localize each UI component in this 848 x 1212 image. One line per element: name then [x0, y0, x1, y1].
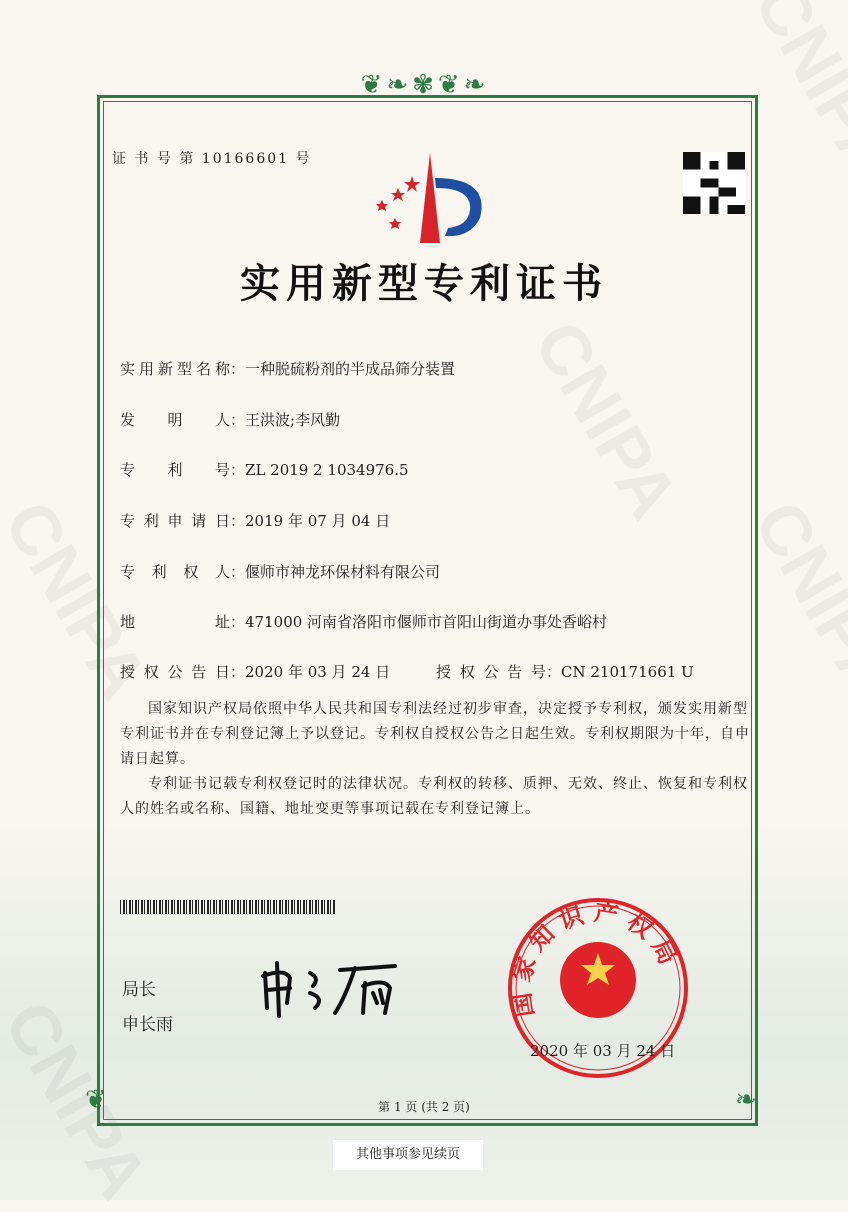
certificate-title: 实用新型专利证书: [240, 260, 608, 307]
qr-code: [683, 152, 745, 214]
certificate-statement: [120, 697, 750, 822]
see-continuation-note: 其他事项参见续页: [333, 1140, 483, 1170]
seal-date: 2020 年 03 月 24 日: [530, 1042, 676, 1060]
field-application-date: 专利申请日：2019 年 07 月 04 日: [120, 512, 391, 530]
certificate-number: 证 书 号 第 10166601 号: [112, 151, 312, 167]
paragraph: 专利证书记载专利权登记时的法律状况。专利权的转移、质押、无效、终止、恢复和专利权人的姓名或名称、国籍、地址变更等事项记载在专利登记簿上。: [120, 776, 748, 817]
page-indicator: 第 1 页 (共 2 页): [378, 1100, 470, 1114]
field-utility-model-name: 实用新型名称：一种脱硫粉剂的半成品筛分装置: [120, 360, 456, 378]
field-inventor: 发明人：王洪波;李风勤: [120, 411, 341, 429]
field-grant-number: 授权公告号：CN 210171661 U: [436, 663, 694, 681]
svg-text:国家知识产权局: 国家知识产权局: [506, 898, 686, 1019]
field-address: 地址：471000 河南省洛阳市偃师市首阳山街道办事处香峪村: [120, 613, 608, 631]
director-name: 申长雨: [122, 1015, 173, 1035]
field-patent-number: 专利号：ZL 2019 2 1034976.5: [120, 461, 409, 479]
corner-ornament-icon: ❦: [85, 1085, 107, 1115]
director-title: 局长: [122, 980, 156, 1000]
paragraph: 国家知识产权局依照中华人民共和国专利法经过初步审查，决定授予专利权，颁发实用新型专利证书并在专利登记簿上予以登记。专利权自授权公告之日起生效。专利权期限为十年，自申请日起算。: [120, 701, 750, 767]
barcode: [120, 900, 335, 914]
cnipa-logo-icon: [360, 148, 490, 248]
director-signature: [255, 958, 435, 1018]
field-patentee: 专利权人：偃师市神龙环保材料有限公司: [120, 563, 441, 581]
top-ornament-icon: ❦❧✾❦❧: [360, 70, 490, 100]
field-grant-date: 授权公告日：2020 年 03 月 24 日: [120, 663, 391, 681]
corner-ornament-icon: ❧: [735, 1085, 757, 1115]
